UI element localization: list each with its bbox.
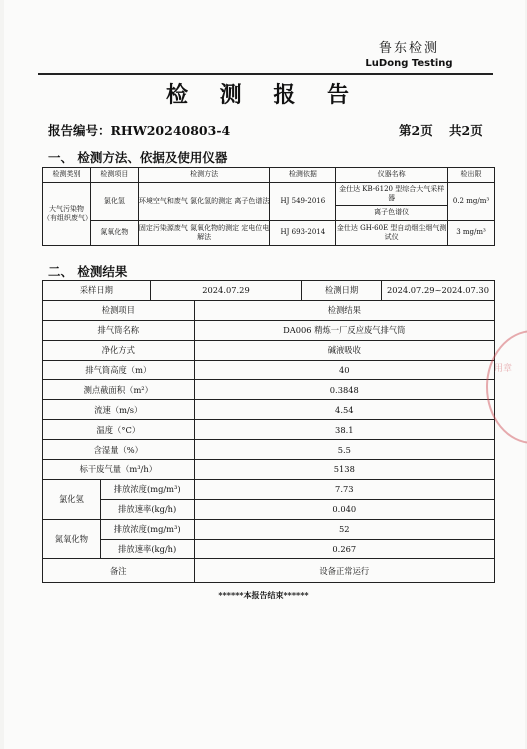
basis-cell: HJ 549-2016	[270, 183, 336, 221]
header-cell: 检测方法	[138, 168, 270, 183]
table-row	[43, 400, 495, 420]
row-label: 温度（°C）	[43, 420, 195, 440]
brand-name-en: LuDong Testing	[365, 58, 453, 69]
category-cell: 大气污染物（有组织废气）	[43, 183, 91, 246]
remark-value: 设备正常运行	[194, 559, 494, 583]
header-cell: 检测结果	[194, 300, 494, 320]
table-row	[43, 440, 495, 460]
row-label: 排气筒名称	[43, 320, 195, 340]
method-cell: 环境空气和废气 氯化氢的测定 离子色谱法	[138, 183, 270, 221]
sample-date-value: 2024.07.29	[150, 281, 302, 301]
row-value: 0.267	[194, 539, 494, 559]
header-cell: 检测项目	[43, 300, 195, 320]
row-label: 排放浓度(mg/m³)	[100, 519, 194, 539]
table-row	[43, 519, 495, 539]
header-cell: 检测依据	[270, 168, 336, 183]
methods-header-row	[43, 168, 495, 183]
row-value: 0.3848	[194, 380, 494, 400]
header-divider	[38, 73, 493, 75]
row-value: 40	[194, 360, 494, 380]
report-title: 检 测 报 告	[166, 82, 361, 108]
remark-row	[43, 559, 495, 583]
row-label: 排放浓度(mg/m³)	[100, 479, 194, 499]
row-value: 7.73	[194, 479, 494, 499]
table-row	[43, 360, 495, 380]
row-value: 0.040	[194, 499, 494, 519]
table-row	[43, 539, 495, 559]
header-cell: 检出限	[448, 168, 495, 183]
page-count: 第2页 共2页	[399, 123, 483, 138]
report-number: 报告编号：RHW20240803-4	[48, 123, 231, 138]
header-cell: 检测项目	[90, 168, 138, 183]
table-row	[43, 420, 495, 440]
row-label: 含湿量（%）	[43, 440, 195, 460]
table-row	[43, 340, 495, 360]
results-table	[42, 280, 495, 583]
limit-cell: 0.2 mg/m³	[448, 183, 495, 221]
row-label: 排气筒高度（m）	[43, 360, 195, 380]
row-label: 测点截面积（m²）	[43, 380, 195, 400]
test-date-value: 2024.07.29~2024.07.30	[382, 281, 495, 301]
date-row	[43, 281, 495, 301]
table-row	[43, 460, 495, 480]
item-cell: 氮氧化物	[90, 221, 138, 246]
brand-name-cn: 鲁东检测	[378, 41, 439, 56]
section-methods-heading: 一、 检测方法、依据及使用仪器	[48, 150, 228, 165]
header-cell: 仪器名称	[336, 168, 448, 183]
row-label: 排放速率(kg/h)	[100, 499, 194, 519]
row-value: DA006 精炼一厂反应废气排气筒	[194, 320, 494, 340]
table-row	[43, 380, 495, 400]
instrument-cell: 金仕达 KB-6120 型综合大气采样器	[336, 183, 448, 206]
row-value: 4.54	[194, 400, 494, 420]
test-date-label: 检测日期	[302, 281, 382, 301]
results-header-row	[43, 300, 495, 320]
table-row	[43, 320, 495, 340]
row-label: 净化方式	[43, 340, 195, 360]
row-label: 流速（m/s）	[43, 400, 195, 420]
end-note: ******本报告结束******	[218, 590, 309, 600]
pollutant-name: 氯化氢	[43, 479, 101, 519]
instrument-cell: 离子色谱仪	[336, 206, 448, 221]
row-label: 排放速率(kg/h)	[100, 539, 194, 559]
table-row	[43, 499, 495, 519]
methods-table	[42, 167, 495, 246]
seal-text: 用章	[494, 364, 513, 374]
remark-label: 备注	[43, 559, 195, 583]
method-cell: 固定污染源废气 氮氧化物的测定 定电位电解法	[138, 221, 270, 246]
row-label: 标干废气量（m³/h）	[43, 460, 195, 480]
pollutant-name: 氮氧化物	[43, 519, 101, 559]
sample-date-label: 采样日期	[43, 281, 151, 301]
brand-logo	[361, 41, 457, 70]
table-row	[43, 183, 495, 206]
row-value: 碱液吸收	[194, 340, 494, 360]
row-value: 5138	[194, 460, 494, 480]
table-row	[43, 479, 495, 499]
header-cell: 检测类别	[43, 168, 91, 183]
section-results-heading: 二、 检测结果	[48, 264, 128, 279]
table-row	[43, 221, 495, 246]
row-value: 52	[194, 519, 494, 539]
item-cell: 氯化氢	[90, 183, 138, 221]
basis-cell: HJ 693-2014	[270, 221, 336, 246]
limit-cell: 3 mg/m³	[448, 221, 495, 246]
row-value: 38.1	[194, 420, 494, 440]
row-value: 5.5	[194, 440, 494, 460]
instrument-cell: 金仕达 GH-60E 型自动烟尘烟气测试仪	[336, 221, 448, 246]
